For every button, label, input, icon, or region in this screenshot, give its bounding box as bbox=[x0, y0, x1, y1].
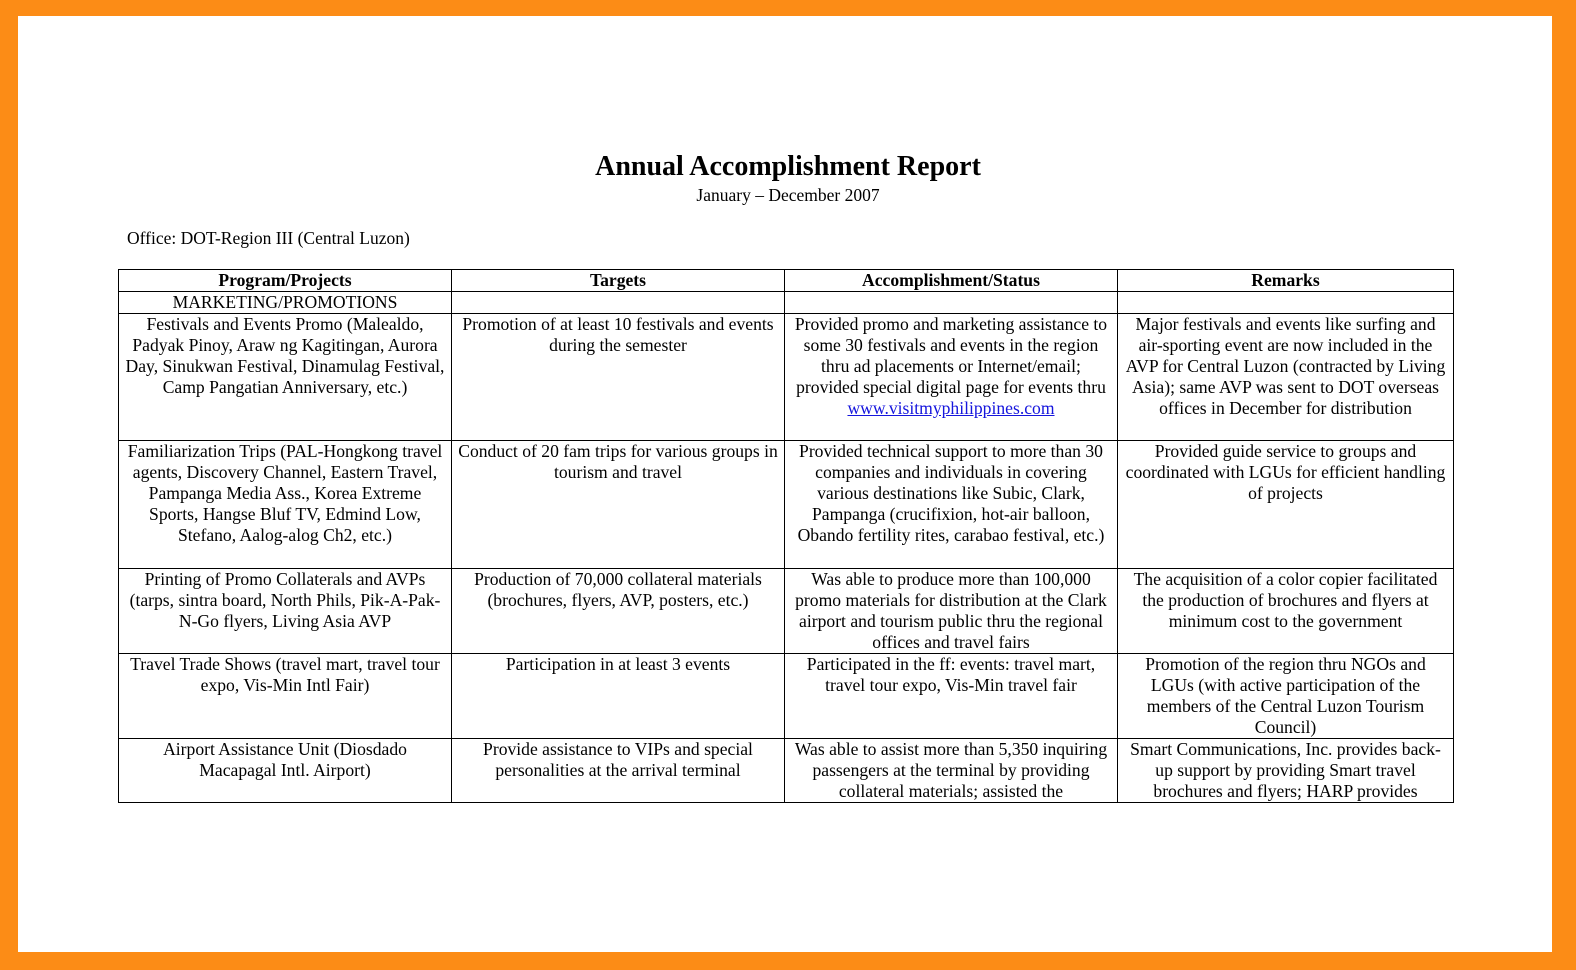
target-cell: Provide assistance to VIPs and special personalities at the arrival terminal bbox=[452, 738, 785, 802]
table-row bbox=[119, 441, 1454, 568]
table-row bbox=[119, 314, 1454, 441]
accomplishment-text: Provided promo and marketing assistance to some 30 festivals and events in the region thru ad placements or Internet/email; provided special digital page for events thru bbox=[794, 314, 1108, 398]
report-period: January – December 2007 bbox=[696, 185, 880, 205]
header-targets: Targets bbox=[452, 270, 785, 292]
program-cell: Familiarization Trips (PAL-Hongkong travel agents, Discovery Channel, Eastern Travel, Pampanga Media Ass., Korea Extreme Sports, Hangse Bluf TV, Edmind Low, Stefano, Aalog-alog Ch2, etc.) bbox=[119, 441, 452, 568]
remarks-cell: The acquisition of a color copier facilitated the production of brochures and flyers at minimum cost to the government bbox=[1118, 568, 1454, 653]
program-cell: Festivals and Events Promo (Malealdo, Padyak Pinoy, Araw ng Kagitingan, Aurora Day, Sinukwan Festival, Dinamulag Festival, Camp Pangatian Anniversary, etc.) bbox=[119, 314, 452, 441]
website-link[interactable]: www.visitmyphilippines.com bbox=[847, 398, 1055, 419]
empty-cell bbox=[785, 292, 1118, 314]
report-title: Annual Accomplishment Report bbox=[595, 151, 981, 182]
target-cell: Production of 70,000 collateral materials (brochures, flyers, AVP, posters, etc.) bbox=[452, 568, 785, 653]
section-row bbox=[119, 292, 1454, 314]
accomplishment-cell: Was able to produce more than 100,000 promo materials for distribution at the Clark airport and tourism public thru the regional offices and travel fairs bbox=[785, 568, 1118, 653]
accomplishment-cell bbox=[785, 314, 1118, 441]
accomplishment-cell: Provided technical support to more than 30 companies and individuals in covering various destinations like Subic, Clark, Pampanga (crucifixion, hot-air balloon, Obando fertility rites, carabao festival, etc.) bbox=[785, 441, 1118, 568]
target-cell: Participation in at least 3 events bbox=[452, 653, 785, 738]
remarks-cell: Provided guide service to groups and coordinated with LGUs for efficient handling of projects bbox=[1118, 441, 1454, 568]
empty-cell bbox=[452, 292, 785, 314]
table-row bbox=[119, 568, 1454, 653]
header-accomplishment: Accomplishment/Status bbox=[785, 270, 1118, 292]
accomplishment-cell: Was able to assist more than 5,350 inquiring passengers at the terminal by providing collateral materials; assisted the bbox=[785, 738, 1118, 802]
header-program: Program/Projects bbox=[119, 270, 452, 292]
remarks-cell: Smart Communications, Inc. provides back-up support by providing Smart travel brochures and flyers; HARP provides bbox=[1118, 738, 1454, 802]
table-header-row bbox=[119, 270, 1454, 292]
target-cell: Promotion of at least 10 festivals and events during the semester bbox=[452, 314, 785, 441]
program-cell: Airport Assistance Unit (Diosdado Macapagal Intl. Airport) bbox=[119, 738, 452, 802]
program-cell: Printing of Promo Collaterals and AVPs (tarps, sintra board, North Phils, Pik-A-Pak-N-Go flyers, Living Asia AVP bbox=[119, 568, 452, 653]
office-label: Office: DOT-Region III (Central Luzon) bbox=[127, 228, 410, 248]
accomplishment-table bbox=[118, 269, 1454, 803]
remarks-cell: Major festivals and events like surfing and air-sporting event are now included in the AVP for Central Luzon (contracted by Living Asia); same AVP was sent to DOT overseas offices in December for distribution bbox=[1118, 314, 1454, 441]
remarks-cell: Promotion of the region thru NGOs and LGUs (with active participation of the members of the Central Luzon Tourism Council) bbox=[1118, 653, 1454, 738]
target-cell: Conduct of 20 fam trips for various groups in tourism and travel bbox=[452, 441, 785, 568]
table-row bbox=[119, 653, 1454, 738]
table-row bbox=[119, 738, 1454, 802]
section-label: MARKETING/PROMOTIONS bbox=[119, 292, 452, 314]
header-remarks: Remarks bbox=[1118, 270, 1454, 292]
accomplishment-cell: Participated in the ff: events: travel mart, travel tour expo, Vis-Min travel fair bbox=[785, 653, 1118, 738]
program-cell: Travel Trade Shows (travel mart, travel tour expo, Vis-Min Intl Fair) bbox=[119, 653, 452, 738]
empty-cell bbox=[1118, 292, 1454, 314]
